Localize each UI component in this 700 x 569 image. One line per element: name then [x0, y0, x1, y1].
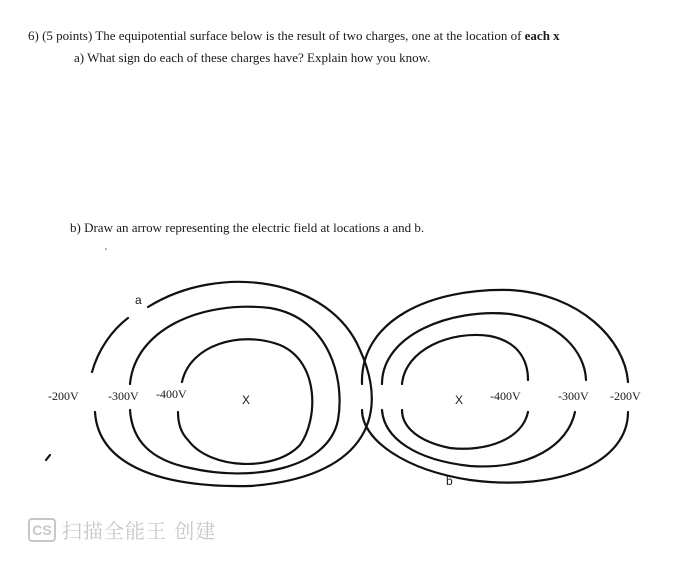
label-left-300v: -300V	[108, 389, 139, 403]
charge-right-x: X	[455, 393, 464, 407]
equipotential-left-200v-arc-a	[92, 318, 128, 372]
part-b-prompt: b) Draw an arrow representing the electric field at locations a and b.	[70, 220, 425, 235]
label-left-400v: -400V	[156, 387, 187, 401]
equipotential-right-400v-lower	[402, 410, 528, 449]
label-right-300v: -300V	[558, 389, 589, 403]
label-right-400v: -400V	[490, 389, 521, 403]
question-intro-bold: each x	[524, 28, 560, 43]
camscanner-logo-icon: CS	[28, 518, 56, 542]
label-right-200v: -200V	[610, 389, 641, 403]
equipotential-right-200v-lower	[362, 410, 628, 483]
stray-mark	[46, 455, 50, 460]
equipotential-left-300v-lower	[130, 410, 190, 468]
scanner-watermark	[28, 515, 216, 544]
equipotential-left-200v-lower	[95, 412, 250, 486]
label-left-200v: -200V	[48, 389, 79, 403]
point-b-label: b	[446, 474, 453, 488]
charge-left-x: X	[242, 393, 251, 407]
question-number: 6)	[28, 28, 39, 43]
equipotential-right-300v-lower	[382, 410, 575, 466]
equipotential-right-400v-upper	[402, 335, 528, 384]
equipotential-left-400v-lower	[178, 412, 188, 440]
watermark-text: 扫描全能王 创建	[62, 519, 217, 543]
question-intro: The equipotential surface below is the result of two charges, one at the location of	[95, 28, 522, 43]
equipotential-right-300v-upper	[382, 313, 586, 384]
stray-dot	[105, 248, 107, 250]
question-points: (5 points)	[42, 28, 93, 43]
part-a-prompt: a) What sign do each of these charges have? Explain how you know.	[74, 50, 431, 65]
point-a-label: a	[135, 293, 142, 307]
